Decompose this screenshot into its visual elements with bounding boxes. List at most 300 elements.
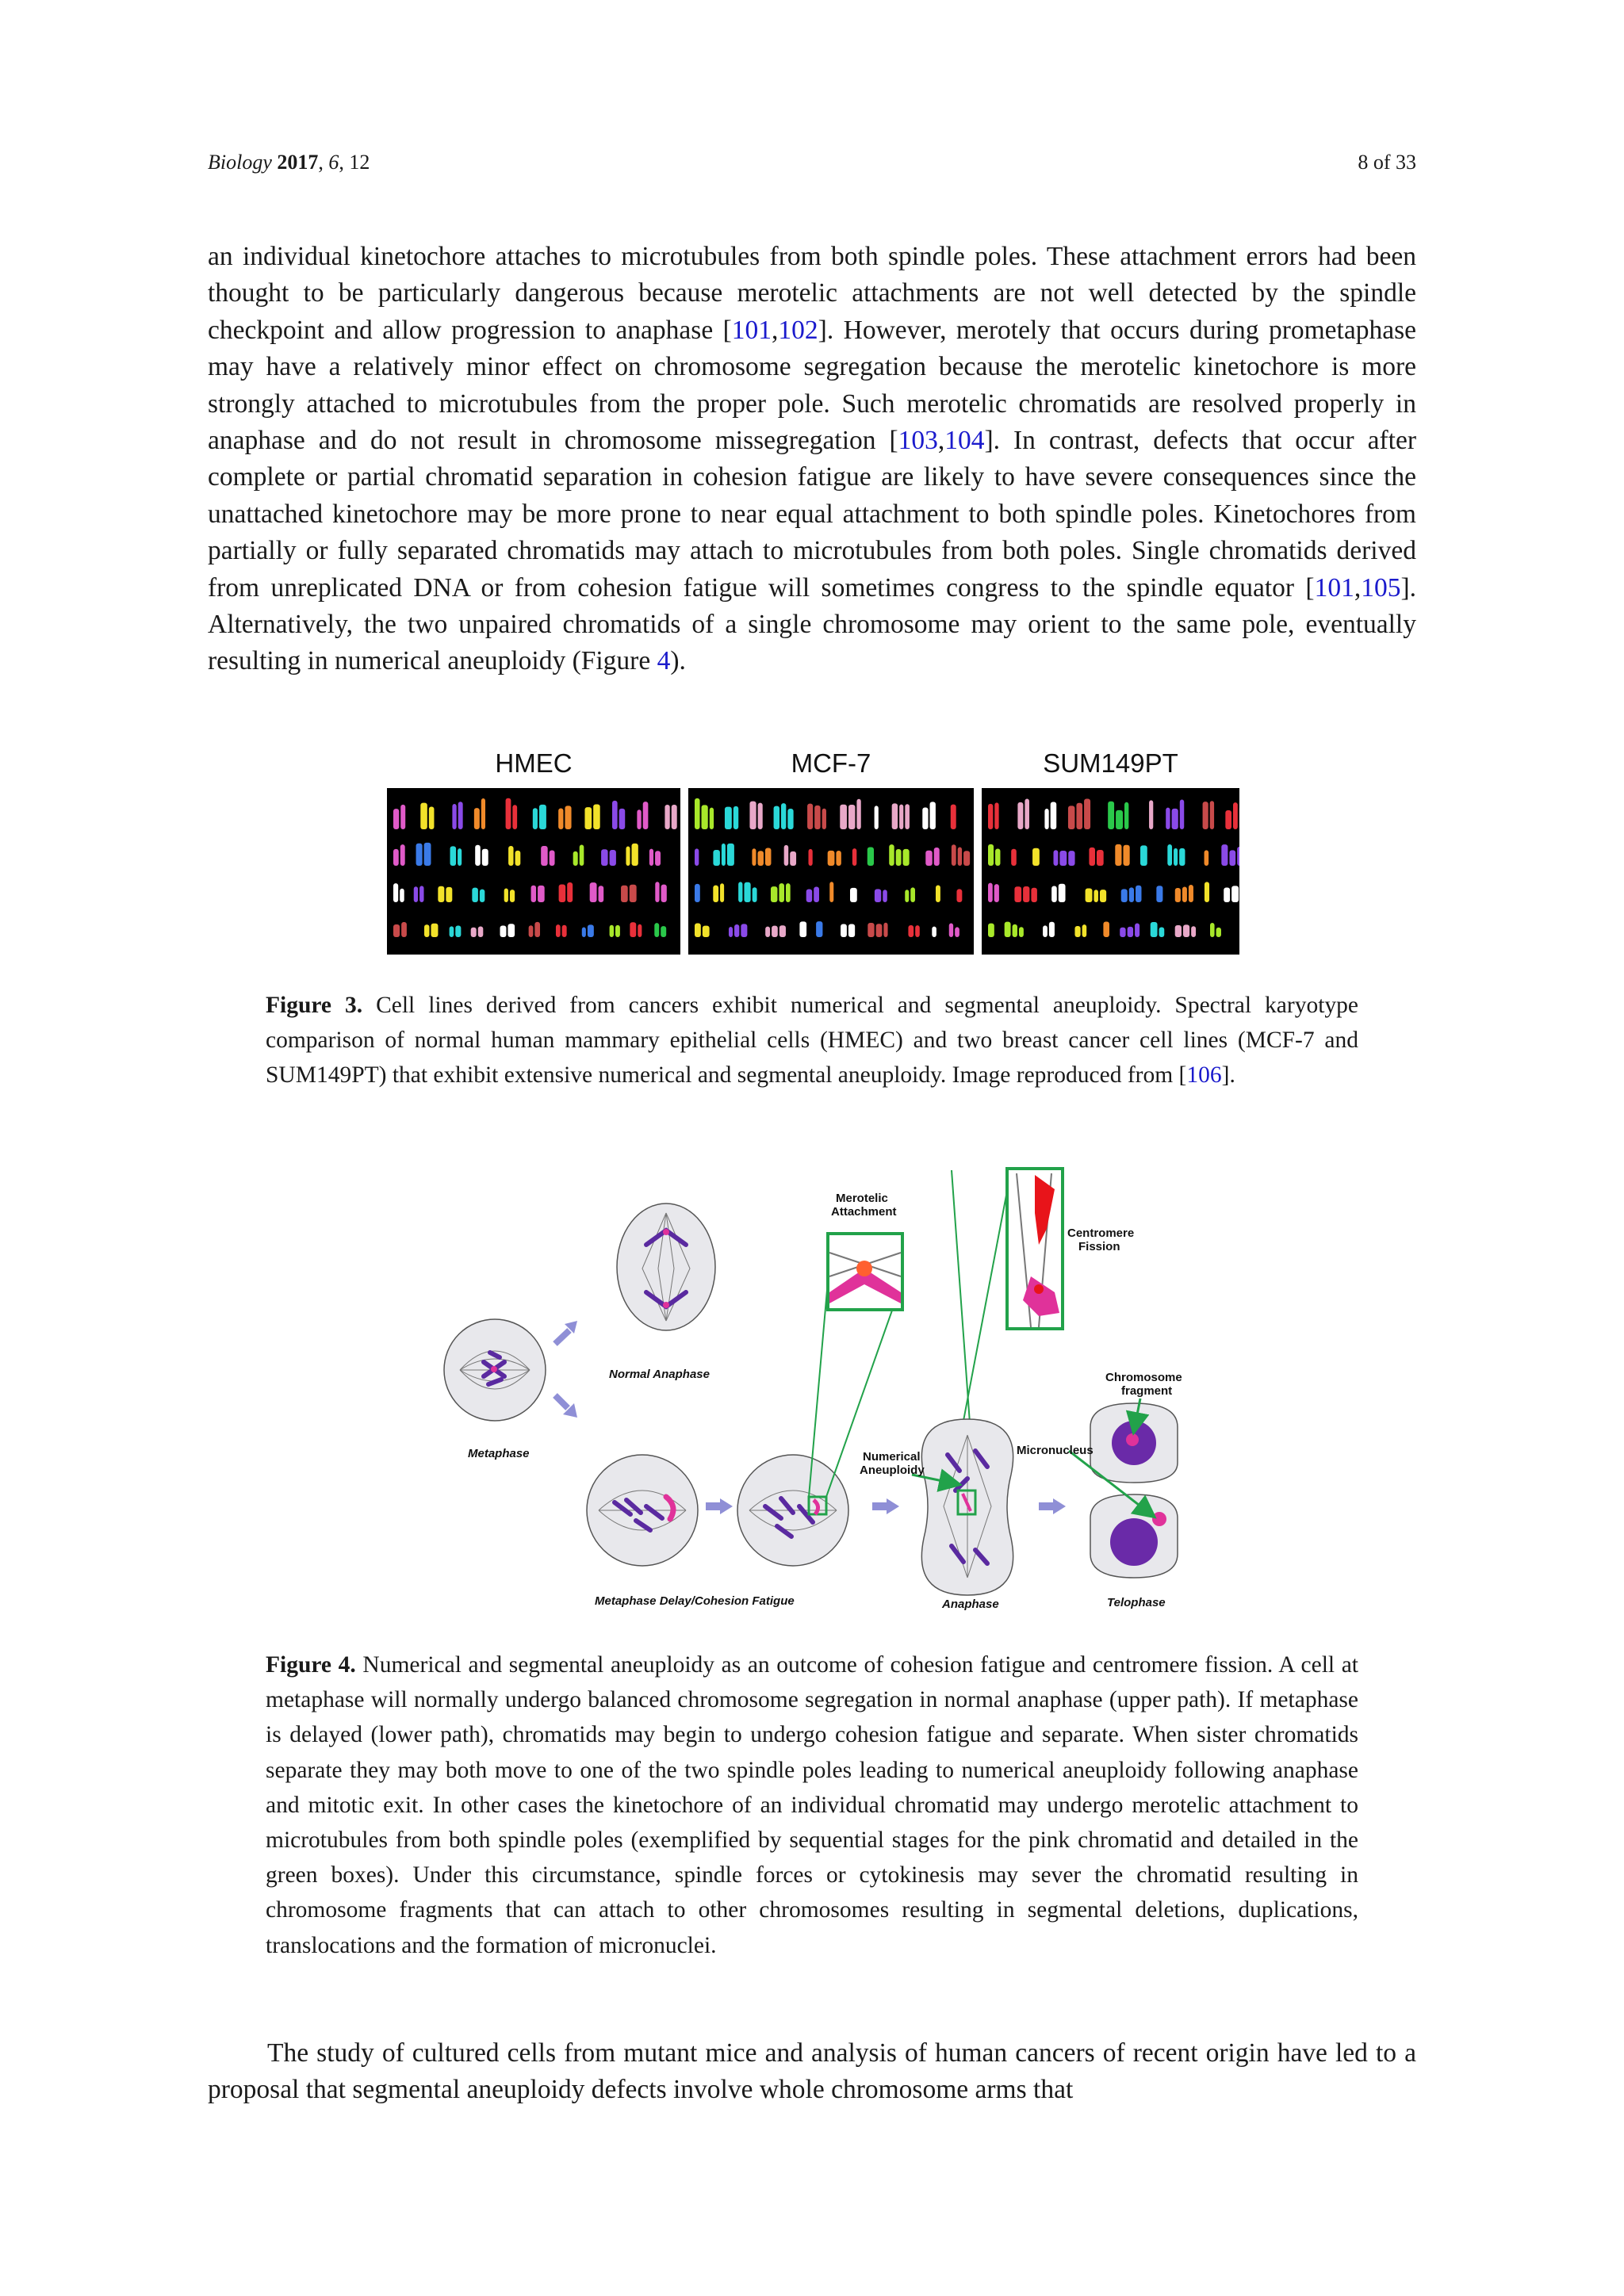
chromosome [500,926,507,937]
chromosome [472,888,478,902]
chromosome [661,926,666,937]
chromosome [1140,845,1147,866]
para1-text-2: ]. However, merotely that occurs during prometaphase may have a relatively minor effect on chromosome segregation because the merotelic kinetochore is more strongly attached to microtubules from the proper pole. Such merotelic chromatids are resolved properly in anaphase and do not result in chromosome missegregation [ [208,315,1416,456]
chromosome [720,883,724,902]
chromosome [539,805,546,829]
chromosome [1051,886,1057,902]
chromosome [452,804,456,829]
chromosome [915,925,920,937]
chromosome [416,844,423,866]
chromosome [458,848,462,866]
chromosome [910,887,915,902]
chromosome [619,809,626,829]
telophase-top-cell [1090,1403,1178,1483]
chromosome [727,844,734,866]
chromosome [393,883,398,902]
chromosome [729,927,733,937]
chromosome [695,884,700,902]
chromosome [1167,844,1172,866]
chromosome [612,801,618,829]
chromosome [665,805,669,829]
chromosome [438,886,444,902]
telophase-bottom-cell [1090,1494,1178,1578]
karyotype-panel-hmec [387,788,680,955]
chromosome [758,803,763,829]
chromosome [765,927,770,937]
chromosome [401,922,407,937]
normal-anaphase-cell [617,1203,715,1330]
chromosome [848,924,855,937]
chromosome [1043,925,1048,937]
chromosome [734,924,739,937]
chromosome [790,851,796,866]
chromosome [994,802,998,829]
chromosome [733,806,738,829]
chromosome [1205,850,1209,866]
chromosome [848,805,855,829]
chromosome [1205,882,1209,902]
chromosome [988,844,994,866]
chromosome [956,889,962,902]
chromosome [450,926,454,937]
chromosome [753,887,757,902]
chromosome [1136,886,1141,902]
label-numerical-2: Aneuploidy [860,1464,925,1477]
chromosome [1011,849,1017,866]
label-anaphase: Anaphase [942,1598,999,1611]
chromosome [922,808,928,829]
chromosome [580,845,584,866]
chromosome [850,888,857,902]
chromosome [749,802,756,829]
chromosome [1086,889,1093,902]
chromosome [529,925,534,937]
chromosome [988,883,993,902]
chromosome [799,921,806,937]
chromosome [951,805,956,829]
journal-volume: 6 [328,151,339,174]
chromosome [807,804,813,829]
chromosome [1115,844,1121,866]
chromosome [876,924,883,937]
label-fragment-1: Chromosome [1105,1371,1182,1384]
chromosome [601,849,607,866]
chromosome [836,851,841,866]
chromosome [1175,888,1181,902]
chromosome [1210,801,1214,829]
chromosome [925,851,932,866]
chromosome [1237,847,1239,866]
chromosome [632,844,638,866]
para1-text-1: an individual kinetochore attaches to microtubules from both spindle poles. These attachment errors had been thought to be particularly dangerous because merotelic attachments are not well detected by the spindle checkpoint and allow progression to anaphase [ [208,242,1416,345]
chromosome [1059,884,1066,902]
chromosome [541,846,547,866]
chromosome [784,845,789,866]
chromosome [588,924,594,937]
chromosome [868,923,874,937]
chromosome [400,844,405,866]
chromosome [420,803,427,829]
chromosome [1084,798,1090,829]
chromosome [806,889,813,902]
chromosome [538,886,545,902]
chromosome [655,882,659,902]
label-centromere-2: Fission [1078,1240,1120,1253]
chromosome [593,804,600,829]
chromosome [808,849,812,866]
chromosome [1025,798,1029,829]
chromosome [757,851,763,866]
chromosome [584,807,592,829]
chromosome [814,886,819,902]
chromosome [930,802,936,829]
label-delay: Metaphase Delay/Cohesion Fatigue [595,1594,795,1608]
chromosome [695,798,700,829]
karyotype-image-hmec [387,788,680,955]
chromosome [856,799,860,829]
ref-103[interactable]: 103 [898,426,938,456]
chromosome [1094,890,1097,902]
chromosome [431,924,438,937]
karyotype-panel-sum149pt [982,788,1239,955]
chromosome [512,805,517,829]
ref-figure-4[interactable]: 4 [657,646,671,676]
chromosome [772,926,778,937]
chromosome [787,809,793,829]
label-numerical-1: Numerical [863,1450,921,1464]
chromosome [1103,921,1109,937]
chromosome [393,809,399,829]
chromosome [510,890,515,902]
chromosome [480,890,485,902]
chromosome [1100,890,1106,902]
chromosome [1014,886,1021,902]
chromosome [725,807,732,829]
chromosome [1149,800,1153,829]
chromosome [779,883,784,902]
chromosome [478,927,484,937]
label-merotelic-1: Merotelic [836,1192,888,1205]
chromosome [615,925,620,937]
paragraph-2-text: The study of cultured cells from mutant mice and analysis of human cancers of recent origin have led to a proposal that segmental aneuploidy defects involve whole chromosome arms that [208,2038,1416,2105]
chromosome [892,803,898,829]
chromosome [638,924,642,937]
chromosome [654,923,659,937]
chromosome [610,850,616,866]
chromosome [955,927,959,937]
chromosome [1129,887,1134,902]
journal-issue: 12 [349,151,370,174]
para1-text-5: ). [670,646,686,676]
page-number: 8 of 33 [1358,151,1416,174]
chromosome [672,805,677,829]
chromosome [713,886,718,902]
chromosome [1233,802,1238,829]
page-header [208,151,1416,174]
ref-101b[interactable]: 101 [1314,572,1354,603]
chromosome [562,925,567,937]
chromosome [1005,922,1011,937]
chromosome [599,886,604,902]
chromosome [713,850,719,866]
chromosome [643,802,649,829]
chromosome [1089,848,1095,866]
chromosome [889,844,894,866]
label-micronucleus: Micronucleus [1017,1444,1094,1457]
chromosome [903,849,910,866]
chromosome [695,848,699,866]
chromosome [429,806,435,829]
chromosome [710,808,714,829]
chromosome [475,845,481,866]
chromosome [868,847,874,866]
chromosome [905,804,910,829]
figure-4-caption [266,1647,1358,1963]
chromosome [1108,802,1114,829]
chromosome [875,889,881,902]
label-fragment-2: fragment [1121,1384,1173,1398]
chromosome [963,851,970,866]
chromosome [1074,926,1080,937]
chromosome [1221,844,1228,866]
label-centromere-1: Centromere [1067,1226,1135,1240]
chromosome [450,846,457,866]
chromosome [506,798,511,829]
chromosome [630,922,636,937]
chromosome [744,882,750,902]
paragraph-2 [208,2035,1416,2109]
karyotype-panel-mcf7 [688,788,974,955]
chromosome [722,844,726,866]
chromosome [559,885,566,902]
chromosome [771,886,777,902]
chromosome [1224,888,1230,902]
chromosome [1044,809,1048,829]
chromosome [1123,845,1129,866]
chromosome [883,890,887,902]
chromosome [455,925,461,937]
chromosome [752,848,756,866]
chromosome [534,922,540,937]
chromosome [1059,851,1067,866]
chromosome [590,882,597,902]
chromosome [1180,799,1184,829]
chromosome [994,884,999,902]
chromosome [661,885,667,902]
chromosome [905,890,909,902]
chromosome [1076,803,1082,829]
chromosome [883,923,887,937]
chromosome [508,924,515,937]
arrow-up [555,1330,569,1344]
chromosome [822,809,826,829]
chromosome [1203,802,1208,829]
karyotype-image-sum149pt [982,788,1239,955]
chromosome [932,927,936,937]
chromosome [1231,886,1239,902]
chromosome [852,848,856,866]
chromosome [786,883,791,902]
chromosome [424,924,429,937]
chromosome [1124,802,1128,829]
chromosome [655,851,661,866]
chromosome [936,886,940,902]
chromosome [695,923,701,937]
chromosome [1068,806,1074,829]
arrow-down [555,1395,568,1408]
chromosome [1049,922,1055,937]
chromosome [474,808,480,829]
chromosome [1013,924,1017,937]
figure-3-caption-text: Cell lines derived from cancers exhibit numerical and segmental aneuploidy. Spectral karyotype comparison of normal human mammary epithelial cells (HMEC) and two breast cancer cell lines (MCF-7 and SUM149PT) that exhibit extensive numerical and segmental aneuploidy. Image reproduced from [ [266,993,1358,1089]
delay-cell-2 [737,1455,848,1566]
chromosome [565,806,571,829]
karyotype-image-mcf7 [688,788,974,955]
label-telophase: Telophase [1107,1596,1166,1609]
chromosome [508,846,513,866]
journal-year: 2017 [277,151,319,174]
chromosome [1019,927,1024,937]
chromosome [550,850,555,866]
chromosome [1175,925,1182,937]
chromosome [1120,928,1125,937]
chromosome [741,924,747,937]
chromosome [828,851,835,866]
chromosome [531,886,537,902]
chromosome [400,805,405,829]
chromosome [988,924,994,937]
label-metaphase: Metaphase [468,1447,530,1460]
chromosome [424,843,431,866]
chromosome [481,798,485,829]
chromosome [446,887,452,902]
panel-title-hmec: HMEC [495,748,573,778]
journal-name: Biology [208,151,272,174]
chromosome [703,926,710,937]
chromosome [1166,808,1170,829]
chromosome [908,925,914,937]
chromosome [829,882,833,902]
chromosome [896,849,902,866]
figure-3-label: Figure 3. [266,993,363,1018]
metaphase-cell [444,1319,546,1421]
chromosome [934,848,940,866]
micronucleus-dot [1152,1512,1166,1526]
chromosome [573,851,578,866]
chromosome [988,804,993,829]
label-normal-anaphase: Normal Anaphase [609,1368,710,1381]
chromosome [393,924,400,937]
chromosome [1128,927,1133,937]
chromosome [637,809,641,829]
label-merotelic-2: Attachment [831,1205,897,1219]
chromosome [1097,850,1104,866]
figure-4-label: Figure 4. [266,1652,356,1678]
chromosome [393,849,399,866]
chromosome [414,886,418,902]
chromosome [1151,922,1158,937]
ref-101[interactable]: 101 [731,315,772,345]
para1-text-3: ]. In contrast, defects that occur after complete or partial chromatid separation in cohesion fatigue are likely to have severe consequences since the unattached kinetochore may be more prone to near equal attachment to both spindle poles. Kinetochores from partially or fully separated chromatids may attach to microtubules from both poles. Single chromatids derived from unreplicated DNA or from cohesion fatigue will sometimes congress to the spindle equator [ [208,426,1416,603]
chromosome [949,924,953,937]
chromosome [471,928,477,937]
chromosome [1225,810,1231,829]
chromosome [899,805,903,829]
chromosome [419,886,423,902]
figure-4-diagram [428,1158,1221,1617]
chromosome [958,848,962,866]
chromosome [1159,927,1165,937]
chromosome [1116,810,1123,829]
chromosome [1156,886,1162,902]
chromosome [626,847,630,866]
chromosome [841,924,847,937]
chromosome [533,808,538,829]
para1-text-4: ]. Alternatively, the two unpaired chromatids of a single chromosome may orient to the same pole, eventually resulting in numerical aneuploidy (Figure [208,572,1416,676]
chromosome [567,882,573,902]
chromosome [1182,887,1187,902]
chromosome [458,802,463,829]
chromosome [1082,924,1087,937]
chromosome [1121,889,1128,902]
chromosome [610,925,614,937]
ref-102[interactable]: 102 [778,315,818,345]
paragraph-1: an individual kinetochore attaches to microtubules from both spindle poles. These attachment errors had been thought to be particularly dangerous because merotelic attachments are not well detected by the spindle checkpoint and allow progression to anaphase [101,102]. However, merotely that occurs during prometaphase may have a relatively minor effect on chromosome segregation because the merotelic kinetochore is more strongly attached to microtubules from the proper pole. Such merotelic chromatids are resolved properly in anaphase and do not result in chromosome missegregation [103,104]. In contrast, defects that occur after complete or partial chromatid separation in cohesion fatigue are likely to have severe consequences since the unattached kinetochore may be more prone to near equal attachment to both spindle poles. Kinetochores from partially or fully separated chromatids may attach to microtubules from both poles. Single chromatids derived from unreplicated DNA or from cohesion fatigue will sometimes congress to the spindle equator [101,105]. Alternatively, the two unpaired chromatids of a single chromosome may orient to the same pole, eventually resulting in numerical aneuploidy (Figure 4). [208,242,1416,676]
chromosome [1172,809,1178,829]
chromosome [702,805,708,829]
chromosome [1174,848,1178,866]
chromosome [649,849,653,866]
chromosome [1191,926,1196,937]
chromosome [582,928,586,937]
ref-106[interactable]: 106 [1186,1062,1222,1089]
chromosome [774,806,779,829]
chromosome [558,809,563,829]
chromosome [515,851,521,866]
figure-4-caption-text: Numerical and segmental aneuploidy as an outcome of cohesion fatigue and centromere fission. A cell at metaphase will normally undergo balanced chromosome segregation in normal anaphase (upper path). If metaphase is delayed (lower path), chromatids may begin to undergo cohesion fatigue and separate. When sister chromatids separate they may both move to one of the two spindle poles leading to numerical aneuploidy following anaphase and mitotic exit. In other cases the kinetochore of an individual chromatid may undergo merotelic attachment to microtubules from both spindle poles (exemplified by sequential stages for the pink chromatid and detailed in the green boxes). Under this circumstance, spindle forces or cytokinesis may sever the chromatid resulting in chromosome fragments that can attach to other chromosomes resulting in segmental deletions, duplications, translocations and the formation of micronuclei. [266,1652,1358,1958]
chromosome [1179,848,1185,866]
chromosome [1216,928,1221,937]
chromosome [765,848,772,866]
chromosome [814,806,820,829]
chromosome [779,925,786,937]
chromosome [1229,850,1235,866]
ref-105[interactable]: 105 [1361,572,1401,603]
chromosome [504,888,508,902]
ref-104[interactable]: 104 [944,426,985,456]
delay-cell-1 [587,1455,698,1566]
chromosome [400,889,404,902]
panel-title-mcf7: MCF-7 [791,748,871,778]
chromosome [1051,802,1057,829]
chromosome [1032,848,1040,866]
chromosome [1189,885,1193,902]
chromosome [1135,923,1139,937]
chromosome [1183,924,1189,937]
chromosome [1210,923,1215,937]
chromosome [482,849,488,866]
chromosome [1053,850,1058,866]
chromosome [630,885,637,902]
journal-citation: Biology 2017, 6, 12 [208,151,370,174]
chromosome [781,803,786,829]
chromosome [1068,851,1074,866]
chromosome [556,924,561,937]
anaphase-cell [921,1419,1013,1595]
chromosome [875,806,879,829]
figure-3-caption: Figure 3. Cell lines derived from cancers exhibit numerical and segmental aneuploidy. Spectral karyotype comparison of normal human mammary epithelial cells (HMEC) and two breast cancer cell lines (MCF-7 and SUM149PT) that exhibit extensive numerical and segmental aneuploidy. Image reproduced from [106]. [266,993,1358,1089]
chromosome [621,886,628,902]
